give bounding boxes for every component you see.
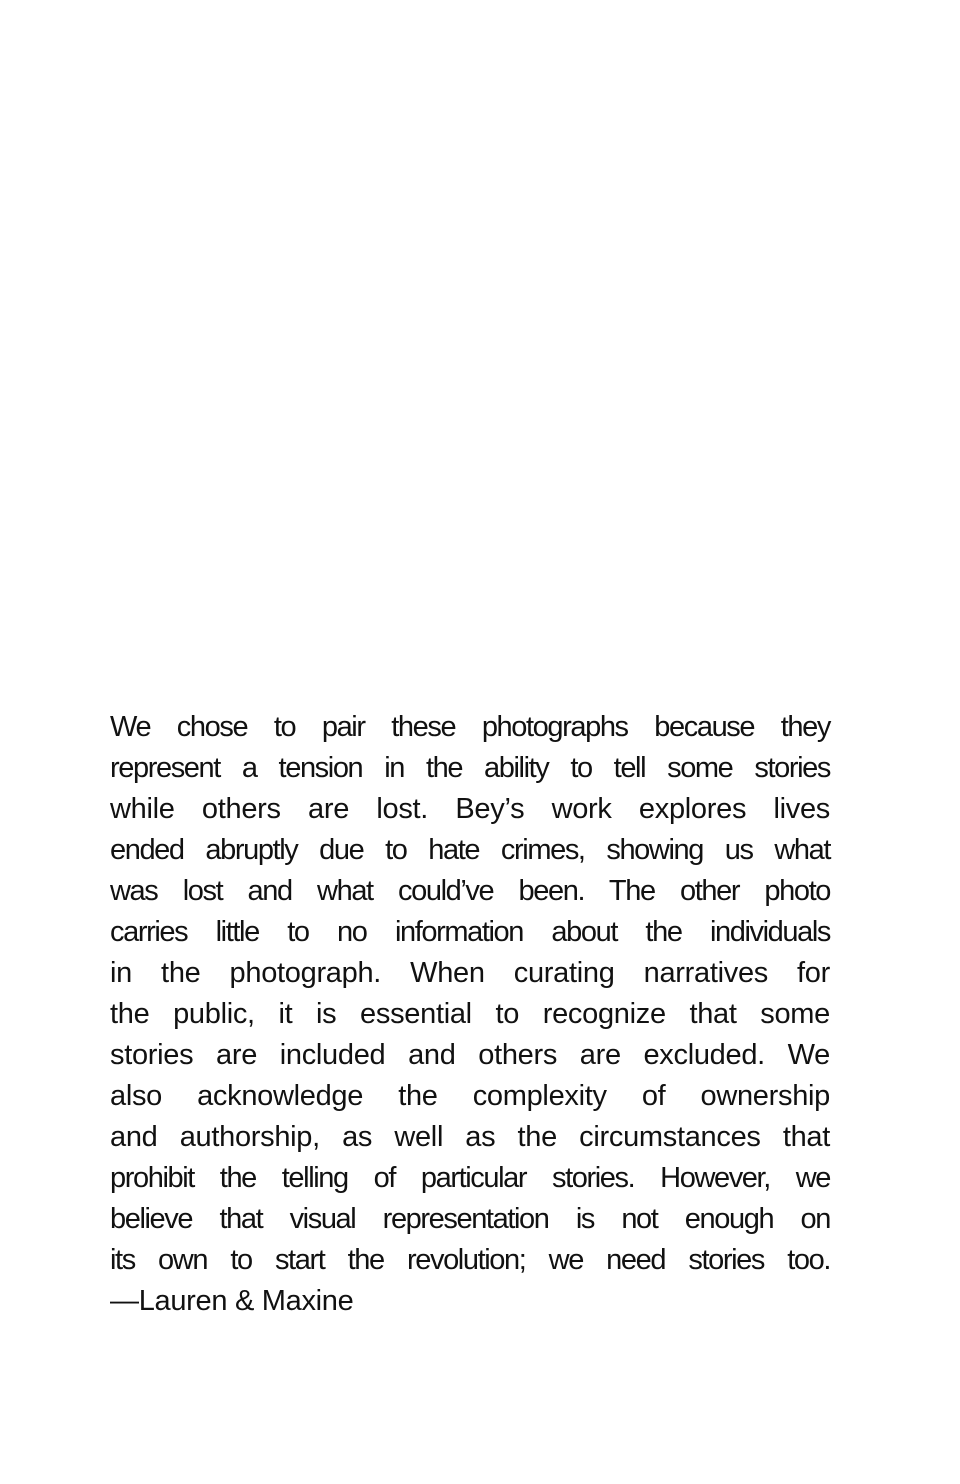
essay-line: We chose to pair these photographs because they <box>110 711 830 743</box>
essay-line: was lost and what could’ve been. The other photo <box>110 875 830 907</box>
essay-line: represent a tension in the ability to tell some stories <box>110 752 830 784</box>
essay-line: also acknowledge the complexity of ownership <box>110 1080 830 1112</box>
essay-line: the public, it is essential to recognize that some <box>110 998 830 1030</box>
essay-line: in the photograph. When curating narratives for <box>110 957 830 989</box>
essay-line: while others are lost. Bey’s work explores lives <box>110 793 830 825</box>
essay-line: carries little to no information about the individuals <box>110 916 830 948</box>
essay-line: ended abruptly due to hate crimes, showing us what <box>110 834 830 866</box>
essay-line: prohibit the telling of particular stories. However, we <box>110 1162 830 1194</box>
essay-line: and authorship, as well as the circumstances that <box>110 1121 830 1153</box>
essay-line: stories are included and others are excluded. We <box>110 1039 830 1071</box>
essay-line: believe that visual representation is not enough on <box>110 1203 830 1235</box>
essay-line: its own to start the revolution; we need stories too. <box>110 1244 830 1276</box>
essay-paragraph <box>110 707 830 1322</box>
essay-signature: —Lauren & Maxine <box>110 1285 354 1317</box>
